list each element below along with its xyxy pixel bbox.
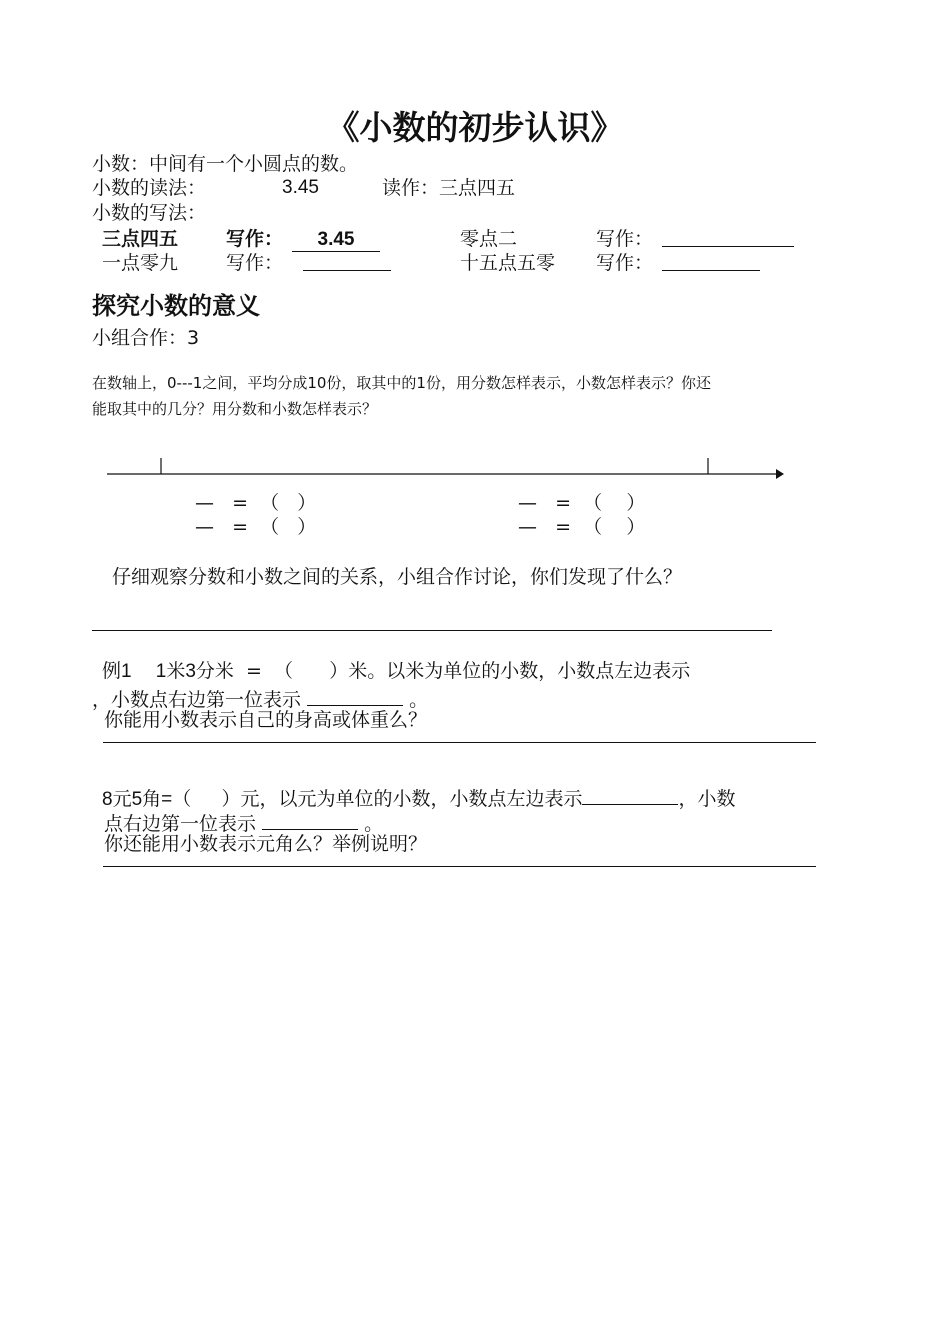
page-title: 《小数的初步认识》 [326, 108, 624, 147]
answer-line[interactable] [103, 742, 816, 743]
writing-item-label: 写作： [596, 228, 654, 250]
reading-example: 3.45 [282, 177, 319, 198]
writing-answer-field[interactable] [303, 270, 391, 271]
writing-item-label: 写作： [596, 252, 654, 274]
reading-label: 小数的读法： [92, 177, 207, 199]
example2-line1: 8元5角=（ ）元，以元为单位的小数，小数点左边表示 ，小数 [102, 784, 735, 811]
question-line-2: 能取其中的几分？用分数和小数怎样表示？ [92, 400, 378, 418]
writing-item-words: 一点零九 [102, 252, 179, 274]
number-line [100, 450, 800, 490]
section-heading: 探究小数的意义 [92, 292, 260, 320]
fraction-blank-row[interactable]: — = （ ） [195, 516, 317, 538]
writing-answer-field[interactable] [662, 270, 760, 271]
example2-line2: 点右边第一位表示 。 [104, 809, 383, 835]
writing-item-words: 三点四五 [102, 228, 179, 250]
answer-line[interactable] [92, 630, 772, 631]
blank-field[interactable] [582, 784, 678, 805]
definition-text: 小数：中间有一个小圆点的数。 [92, 153, 359, 175]
example2-question: 你还能用小数表示元角么？举例说明？ [104, 833, 428, 855]
fraction-blank-row[interactable]: — = （ ） [518, 492, 646, 514]
example1-line2: ，小数点右边第一位表示 。 [92, 685, 428, 711]
reading-result: 读作：三点四五 [382, 177, 516, 199]
blank-field[interactable] [307, 685, 403, 706]
writing-answer-field[interactable]: 3.45 [292, 229, 380, 252]
question-line-1: 在数轴上，0---1之间，平均分成10份，取其中的1份，用分数怎样表示，小数怎样表示？你还 [92, 374, 711, 392]
writing-item-words: 十五点五零 [460, 252, 556, 274]
fraction-blank-row[interactable]: — = （ ） [518, 516, 646, 538]
writing-item-label: 写作： [226, 252, 284, 274]
writing-item-words: 零点二 [460, 228, 518, 250]
example1-question: 你能用小数表示自己的身高或体重么？ [104, 709, 428, 731]
writing-item-label: 写作： [226, 228, 284, 250]
blank-field[interactable] [262, 809, 358, 830]
writing-label: 小数的写法： [92, 202, 207, 224]
writing-answer-field[interactable] [662, 246, 794, 247]
fraction-blank-row[interactable]: — = （ ） [195, 492, 317, 514]
observe-prompt: 仔细观察分数和小数之间的关系，小组合作讨论，你们发现了什么？ [112, 566, 683, 588]
group-work-label: 小组合作：3 [92, 327, 200, 349]
example1-line1: 例1 1米3分米 = （ ）米。以米为单位的小数，小数点左边表示 [102, 660, 691, 682]
answer-line[interactable] [103, 866, 816, 867]
